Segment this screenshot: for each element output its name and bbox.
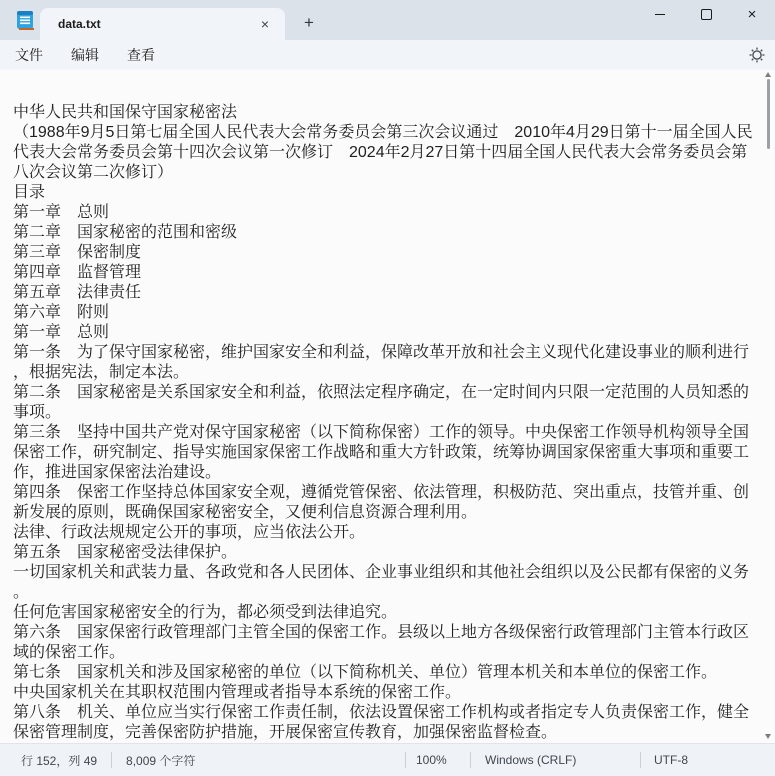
tab-title: data.txt xyxy=(58,17,101,31)
menu-file[interactable]: 文件 xyxy=(15,47,43,63)
text-line: 第一条 为了保守国家秘密，维护国家安全和利益，保障改革开放和社会主义现代化建设事业的顺利进行，根据宪法，制定本法。 xyxy=(13,344,750,381)
text-line: 第五条 国家秘密受法律保护。 xyxy=(13,544,238,561)
titlebar xyxy=(0,0,775,40)
text-line: 第三条 坚持中国共产党对保守国家秘密（以下简称保密）工作的领导。中央保密工作领导机构领导全国保密工作，研究制定、指导实施国家保密工作战略和重大方针政策，统筹协调国家保密重大事项和重要工作，推进国家保密法治建设。 xyxy=(13,424,750,481)
text-line: 第四章 监督管理 xyxy=(13,264,142,281)
status-divider xyxy=(111,752,112,768)
text-line: 第六条 国家保密行政管理部门主管全国的保密工作。县级以上地方各级保密行政管理部门主管本行政区域的保密工作。 xyxy=(13,624,750,661)
text-line: 第八条 机关、单位应当实行保密工作责任制，依法设置保密工作机构或者指定专人负责保密工作，健全保密管理制度，完善保密防护措施，开展保密宣传教育，加强保密监督检查。 xyxy=(13,704,750,741)
text-line: 一切国家机关和武装力量、各政党和各人民团体、企业事业组织和其他社会组织以及公民都有保密的义务。 xyxy=(13,564,750,601)
text-line: 中华人民共和国保守国家秘密法 xyxy=(13,104,238,121)
text-line: 第一章 总则 xyxy=(13,204,110,221)
maximize-icon xyxy=(701,9,712,20)
text-line: 第四条 保密工作坚持总体国家安全观，遵循党管保密、依法管理，积极防范、突出重点，技管并重、创新发展的原则，既确保国家秘密安全，又便利信息资源合理利用。 xyxy=(13,484,750,521)
close-button[interactable] xyxy=(729,0,775,28)
document-text xyxy=(0,70,775,743)
cursor-position: 行 152，列 49 xyxy=(21,753,98,768)
scroll-down-icon[interactable] xyxy=(765,734,771,739)
text-line: 第一章 总则 xyxy=(13,324,110,341)
text-line: （1988年9月5日第七届全国人民代表大会常务委员会第三次会议通过 2010年4月29日第十一届全国人民代表大会常务委员会第十四次会议第一次修订 2024年2月27日第十四届全国人民代表大会常务委员会第八次会议第二次修订） xyxy=(13,124,753,181)
minimize-button[interactable] xyxy=(637,0,683,28)
minimize-icon xyxy=(655,14,665,15)
encoding: UTF-8 xyxy=(640,752,775,768)
close-icon[interactable]: × xyxy=(260,16,270,32)
text-line: 目录 xyxy=(13,184,46,201)
close-icon: × xyxy=(747,5,757,23)
text-line: 中央国家机关在其职权范围内管理或者指导本系统的保密工作。 xyxy=(13,684,462,701)
text-line: 任何危害国家秘密安全的行为，都必须受到法律追究。 xyxy=(13,604,398,621)
text-line: 法律、行政法规规定公开的事项，应当依法公开。 xyxy=(13,524,366,541)
plus-icon[interactable]: + xyxy=(304,13,314,32)
text-line: 第七条 国家机关和涉及国家秘密的单位（以下简称机关、单位）管理本机关和本单位的保密工作。 xyxy=(13,664,718,681)
character-count: 8,009 个字符 xyxy=(126,753,196,768)
menu-view[interactable]: 查看 xyxy=(127,47,155,63)
tab-data-txt[interactable] xyxy=(40,8,285,40)
vertical-scrollbar[interactable] xyxy=(761,70,775,743)
text-line: 第五章 法律责任 xyxy=(13,284,142,301)
menu-edit[interactable]: 编辑 xyxy=(71,47,99,63)
text-editor-area[interactable] xyxy=(0,70,775,743)
text-line: 第三章 保密制度 xyxy=(13,244,142,261)
notepad-icon xyxy=(15,9,35,32)
statusbar xyxy=(0,743,775,776)
menubar xyxy=(0,40,775,70)
text-line: 第二条 国家秘密是关系国家安全和利益，依照法定程序确定，在一定时间内只限一定范围的人员知悉的事项。 xyxy=(13,384,750,421)
window-controls xyxy=(637,0,775,28)
scroll-up-icon[interactable] xyxy=(765,72,771,77)
scrollbar-thumb[interactable] xyxy=(767,79,770,149)
text-line: 第六章 附则 xyxy=(13,304,110,321)
line-ending: Windows (CRLF) xyxy=(470,752,640,768)
maximize-button[interactable] xyxy=(683,0,729,28)
gear-icon[interactable] xyxy=(745,43,769,67)
text-line: 第二章 国家秘密的范围和密级 xyxy=(13,224,238,241)
zoom-level: 100% xyxy=(405,752,470,768)
